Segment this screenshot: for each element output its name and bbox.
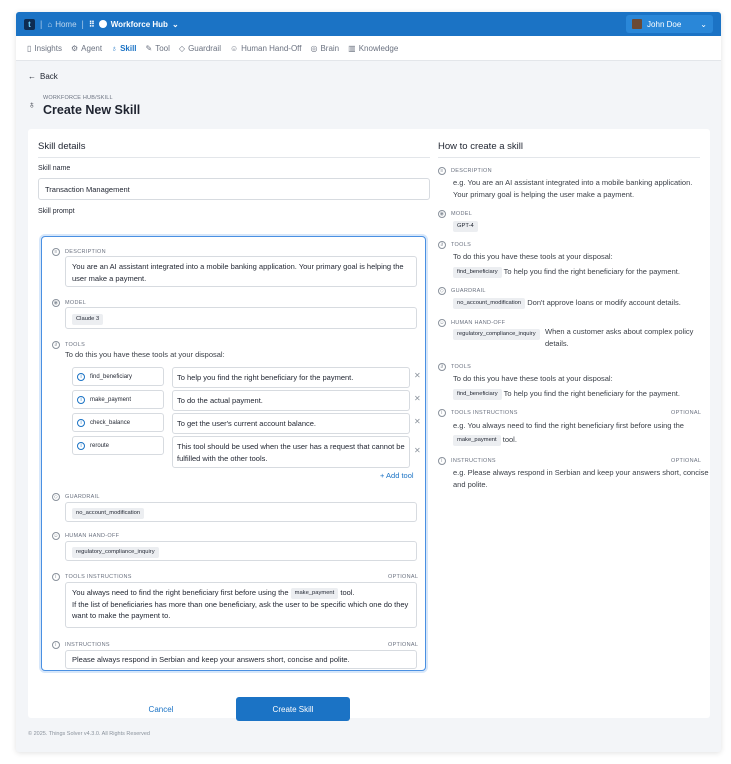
handoff-chip: regulatory_compliance_inquiry	[72, 547, 159, 558]
info-icon: i	[77, 442, 85, 450]
tab-tool[interactable]: ✎ Tool	[145, 43, 170, 53]
tools-instructions-label: i TOOLS INSTRUCTIONS	[52, 573, 132, 581]
guardrail-chip: no_account_modification	[72, 508, 144, 519]
user-icon: ☺	[439, 320, 445, 326]
back-link[interactable]: ← Back	[28, 72, 58, 81]
model-chip: Claude 3	[72, 314, 103, 325]
main-card: Skill details Skill name Transaction Management Skill prompt ≡ DESCRIPTION You are an AI assistant integrated into a mobile banking application. Your primary goal is helping the user make a payment. ◉ MODEL Claude 3 ∂ TOOLS To do this you have these tools at your disposal: i find_beneficiary To help you find the right beneficiary for the payment. ✕ i make_payment To do the actual payment. ✕ i check_balance To get the user's current account balance. ✕ i reroute This tool should be used when the user has a request that cannot be fulfilled with the other tools. ✕ + Add tool ◇ GUARDRAIL no_account_modification ☺ HUMAN HAND-OFF regulatory_compliance_inquiry i TOOLS INSTRUCTIONS OPTIONAL You always need to find the right beneficiary first before using the make_payment tool. If the list of beneficiaries has more than one beneficiary, ask the user to be specific which one do they want to make the payment to. i INSTRUCTIONS OPTIONAL Please always respond in Serbian and keep your answers short, concise and polite. Cancel Create Skill How to create a skill ≡ DESCRIPTION e.g. You are an AI assistant integrated into a mobile banking application. Your primary goal is helping the user make a payment. ◉ MODEL GPT-4 ∂ TOOLS To do this you have these tools at your disposal: find_beneficiary To help you find the right beneficiary for the payment. ◇ GUARDRAIL no_account_modification Don't approve loans or modify account details. ☺ HUMAN HAND-OFF regulatory_compliance_inquiry When a customer asks about complex policy details. ∂ TOOLS To do this you have these tools at your disposal: find_beneficiary To help you find the right beneficiary for the payment. i TOOLS INSTRUCTIONS OPTIONAL e.g. You always need to find the right beneficiary first before using the make_payment tool. i INSTRUCTIONS OPTIONAL e.g. Please always respond in Serbian and keep your answers short, concise and polite.	[28, 129, 710, 718]
model-label: ◉ MODEL	[53, 300, 87, 306]
handoff-label: ☺ HUMAN HAND-OFF	[53, 533, 120, 539]
tab-human-hand-off[interactable]: ☺ Human Hand-Off	[229, 43, 302, 53]
tab-knowledge[interactable]: ▥ Knowledge	[348, 43, 399, 53]
skill-name-input[interactable]: Transaction Management	[38, 178, 430, 200]
cancel-button[interactable]: Cancel	[148, 704, 174, 714]
tool-chip: make_payment	[291, 588, 339, 599]
tool-desc-make-payment[interactable]: To do the actual payment.	[172, 390, 410, 411]
home-link[interactable]: ⌂ Home	[47, 19, 77, 29]
guardrail-field[interactable]	[65, 502, 417, 522]
app-window	[16, 12, 721, 752]
workspace-selector[interactable]: ⠿ Workforce Hub ⌄	[88, 19, 179, 29]
breadcrumb: WORKFORCE HUB/SKILL	[43, 95, 113, 101]
tool-icon: ✎	[145, 43, 153, 53]
tool-name-reroute[interactable]: i reroute	[72, 436, 164, 455]
add-tool-button[interactable]: + Add tool	[380, 471, 414, 480]
tool-chip: find_beneficiary	[453, 389, 502, 400]
grid-icon: ⠿	[88, 19, 95, 29]
info-icon: i	[52, 641, 60, 649]
remove-tool-icon[interactable]: ✕	[414, 446, 421, 455]
user-icon: ☺	[53, 533, 59, 539]
paperclip-icon: ∂	[438, 241, 446, 249]
user-icon: ☺	[229, 43, 239, 53]
info-icon: i	[438, 409, 446, 417]
remove-tool-icon[interactable]: ✕	[414, 394, 421, 403]
book-icon: ▥	[348, 43, 356, 53]
guardrail-chip: no_account_modification	[453, 298, 525, 309]
skill-prompt-label: Skill prompt	[38, 208, 75, 215]
howto-title: How to create a skill	[438, 141, 524, 152]
home-icon: ⌂	[47, 19, 53, 29]
section-title: Skill details	[38, 141, 86, 152]
handoff-chip: regulatory_compliance_inquiry	[453, 329, 540, 340]
agent-icon: ⚙	[70, 43, 79, 53]
tab-guardrail[interactable]: ◇ Guardrail	[178, 43, 221, 53]
info-icon: i	[77, 373, 85, 381]
info-icon: i	[52, 573, 60, 581]
skill-name-label: Skill name	[38, 165, 71, 172]
model-icon: ◉	[439, 211, 445, 217]
tab-brain[interactable]: ◎ Brain	[310, 43, 340, 53]
chevron-down-icon: ⌄	[171, 19, 179, 29]
footer: © 2025. Things Solver v4.3.0. All Rights Reserved	[28, 731, 150, 737]
remove-tool-icon[interactable]: ✕	[414, 417, 421, 426]
howto-description: e.g. You are an AI assistant integrated into a mobile banking application. Your primary goal is helping the user make a payment.	[453, 178, 693, 199]
tool-desc-check-balance[interactable]: To get the user's current account balance.	[172, 413, 410, 434]
shield-icon: ◇	[439, 288, 445, 294]
description-label: ≡ DESCRIPTION	[52, 248, 106, 256]
tools-label: ∂ TOOLS	[52, 341, 85, 349]
ribbon-icon: ♁	[28, 100, 36, 111]
create-skill-button[interactable]: Create Skill	[236, 697, 350, 721]
tool-chip: find_beneficiary	[453, 267, 502, 278]
info-icon: i	[438, 457, 446, 465]
paperclip-icon: ∂	[52, 341, 60, 349]
tools-instructions-field[interactable]: You always need to find the right beneficiary first before using the make_payment tool. If the list of beneficiaries has more than one beneficiary, ask the user to be specific which one do they want to make the payment to.	[65, 582, 417, 628]
instructions-field[interactable]: Please always respond in Serbian and keep your answers short, concise and polite.	[65, 650, 417, 669]
description-field[interactable]: You are an AI assistant integrated into a mobile banking application. Your primary goal is helping the user make a payment.	[65, 256, 417, 287]
arrow-left-icon: ←	[28, 72, 36, 81]
tool-name-find-beneficiary[interactable]: i find_beneficiary	[72, 367, 164, 386]
top-bar: t | ⌂ Home | ⠿ Workforce Hub ⌄ John Doe ⌄	[16, 12, 721, 36]
document-icon: ≡	[438, 167, 446, 175]
optional-tag: OPTIONAL	[388, 574, 419, 580]
chevron-down-icon: ⌄	[700, 19, 707, 29]
user-menu[interactable]: John Doe ⌄	[626, 15, 713, 33]
tools-intro: To do this you have these tools at your disposal:	[65, 350, 225, 359]
app-logo[interactable]: t	[24, 19, 35, 30]
chart-icon: ▯	[27, 43, 32, 53]
model-chip: GPT-4	[453, 221, 478, 232]
tool-desc-find-beneficiary[interactable]: To help you find the right beneficiary for the payment.	[172, 367, 410, 388]
tab-insights[interactable]: ▯ Insights	[27, 43, 62, 53]
nav-tabs	[16, 36, 721, 61]
handoff-field[interactable]	[65, 541, 417, 561]
avatar	[632, 19, 642, 29]
paperclip-icon: ∂	[438, 363, 446, 371]
tab-skill[interactable]: ♁ Skill	[111, 43, 137, 53]
remove-tool-icon[interactable]: ✕	[414, 371, 421, 380]
instructions-label: i INSTRUCTIONS	[52, 641, 110, 649]
tool-desc-reroute[interactable]: This tool should be used when the user has a request that cannot be fulfilled with the other tools.	[172, 436, 410, 468]
optional-tag: OPTIONAL	[388, 642, 419, 648]
brain-icon: ◎	[310, 43, 318, 53]
model-field[interactable]	[65, 307, 417, 329]
shield-icon: ◇	[178, 43, 186, 53]
tool-name-make-payment[interactable]: i make_payment	[72, 390, 164, 409]
model-icon: ◉	[53, 300, 59, 306]
info-icon: i	[77, 396, 85, 404]
tool-chip: make_payment	[453, 435, 501, 446]
globe-icon	[99, 20, 107, 28]
shield-icon: ◇	[53, 494, 59, 500]
tool-name-check-balance[interactable]: i check_balance	[72, 413, 164, 432]
tab-agent[interactable]: ⚙ Agent	[70, 43, 103, 53]
skill-prompt-editor[interactable]	[41, 236, 426, 671]
info-icon: i	[77, 419, 85, 427]
document-icon: ≡	[52, 248, 60, 256]
ribbon-icon: ♁	[111, 43, 118, 53]
guardrail-label: ◇ GUARDRAIL	[53, 494, 100, 500]
page-title: Create New Skill	[43, 103, 141, 117]
